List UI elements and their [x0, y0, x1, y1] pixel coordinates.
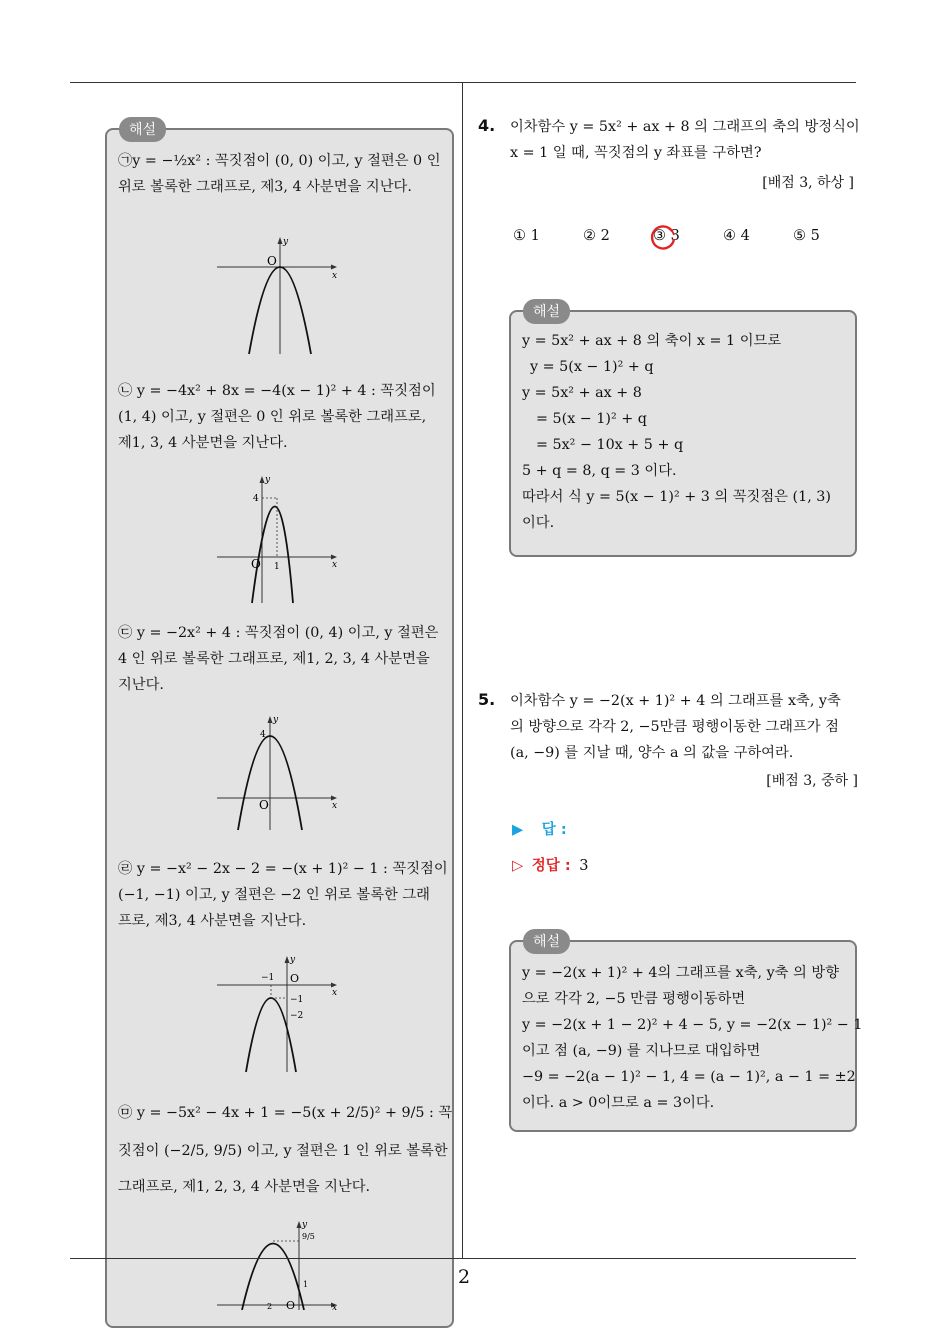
question-5-number: 5. — [478, 690, 496, 709]
y-axis-label: y — [273, 715, 279, 725]
text-line: 따라서 식 y = 5(x − 1)² + 3 의 꼭짓점은 (1, 3) — [522, 489, 831, 505]
question-5-score: [배점 3, 중하 ] — [766, 773, 858, 789]
text-line: 이차함수 y = −2(x + 1)² + 4 의 그래프를 x축, y축 — [510, 693, 841, 709]
tick-label-1: 1 — [274, 562, 280, 572]
text-line: 지난다. — [118, 677, 164, 693]
solution-tag: 해설 — [523, 929, 570, 954]
text-line: y = 5(x − 1)² + q — [530, 359, 654, 375]
solution-tag: 해설 — [523, 299, 570, 324]
x-axis-label: x — [332, 560, 338, 570]
solution-item-4-text — [118, 856, 448, 934]
tick-label-4: 4 — [260, 730, 266, 740]
text-line: y = −2(x + 1)² + 4의 그래프를 x축, y축 의 방향 — [522, 965, 840, 981]
tick-label-2: 2 — [267, 1302, 273, 1310]
text-line: y = 5x² + ax + 8 의 축이 x = 1 이므로 — [522, 333, 782, 349]
text-line: 이차함수 y = 5x² + ax + 8 의 그래프의 축의 방정식이 — [510, 119, 860, 135]
question-5-text — [510, 688, 841, 766]
y-axis-label: y — [265, 475, 271, 485]
x-axis-label: x — [332, 1303, 338, 1310]
question-4-text — [510, 114, 860, 166]
answer-label: 답 : — [541, 822, 567, 838]
text-line: (−1, −1) 이고, y 절편은 −2 인 위로 볼록한 그래 — [118, 887, 430, 903]
answer-input-row[interactable] — [512, 818, 567, 839]
text-line: 짓점이 (−2/5, 9/5) 이고, y 절편은 1 인 위로 볼록한 — [118, 1143, 448, 1159]
text-line: 그래프로, 제1, 2, 3, 4 사분면을 지난다. — [118, 1179, 371, 1195]
solution-item-5-text — [118, 1098, 452, 1200]
solution-item-2-text — [118, 378, 436, 456]
text-line: 의 방향으로 각각 2, −5만큼 평행이동한 그래프가 점 — [510, 719, 839, 735]
tick-label-neg1-y: −1 — [290, 995, 304, 1005]
question-4-score: [배점 3, 하상 ] — [762, 175, 854, 191]
text-line: 으로 각각 2, −5 만큼 평행이동하면 — [522, 991, 746, 1007]
page-number: 2 — [457, 1266, 471, 1288]
text-line: 이고 점 (a, −9) 를 지나므로 대입하면 — [522, 1043, 761, 1059]
x-axis-label: x — [332, 988, 338, 998]
column-divider — [462, 82, 463, 1258]
parabola-graph-2 — [215, 470, 345, 605]
text-line: 5 + q = 8, q = 3 이다. — [522, 463, 677, 479]
text-line: = 5(x − 1)² + q — [536, 411, 647, 427]
text-line: y = −2(x + 1 − 2)² + 4 − 5, y = −2(x − 1)² − 1 — [522, 1017, 863, 1033]
choice-1[interactable]: ① 1 — [513, 228, 540, 244]
text-line: ㉢ y = −2x² + 4 : 꼭짓점이 (0, 4) 이고, y 절편은 — [118, 625, 439, 641]
q5-solution-text — [522, 960, 862, 1116]
origin-label: O — [286, 1299, 296, 1310]
choice-3[interactable]: ③ 3 — [653, 228, 680, 244]
play-icon: ▶ — [512, 822, 524, 838]
text-line: 위로 볼록한 그래프로, 제3, 4 사분면을 지난다. — [118, 179, 412, 195]
text-line: (1, 4) 이고, y 절편은 0 인 위로 볼록한 그래프로, — [118, 409, 427, 425]
solution-item-1-text — [118, 148, 441, 200]
origin-label: O — [251, 557, 261, 571]
text-line: 프로, 제3, 4 사분면을 지난다. — [118, 913, 307, 929]
correct-label: 정답 : — [531, 858, 571, 874]
tick-label-4: 4 — [253, 494, 259, 504]
text-line: 이다. a > 0이므로 a = 3이다. — [522, 1095, 715, 1111]
text-line: (a, −9) 를 지날 때, 양수 a 의 값을 구하여라. — [510, 745, 794, 761]
question-4-number: 4. — [478, 116, 496, 135]
parabola-graph-1 — [215, 232, 345, 357]
y-axis-label: y — [283, 237, 289, 247]
tick-label-neg2-y: −2 — [290, 1011, 304, 1021]
parabola-graph-4 — [215, 950, 345, 1075]
choice-5[interactable]: ⑤ 5 — [793, 228, 820, 244]
text-line: 4 인 위로 볼록한 그래프로, 제1, 2, 3, 4 사분면을 — [118, 651, 430, 667]
tick-label-9-5: 9/5 — [302, 1232, 315, 1241]
x-axis-label: x — [332, 801, 338, 811]
text-line: x = 1 일 때, 꼭짓점의 y 좌표를 구하면? — [510, 145, 762, 161]
origin-label: O — [259, 798, 269, 812]
text-line: = 5x² − 10x + 5 + q — [536, 437, 684, 453]
text-line: ㉠y = −½x² : 꼭짓점이 (0, 0) 이고, y 절편은 0 인 — [118, 153, 441, 169]
solution-tag: 해설 — [119, 117, 166, 142]
answer-mark-icon — [648, 222, 678, 256]
text-line: y = 5x² + ax + 8 — [522, 385, 642, 401]
parabola-graph-3 — [215, 710, 345, 832]
choice-4[interactable]: ④ 4 — [723, 228, 750, 244]
y-axis-label: y — [302, 1220, 308, 1230]
text-line: ㉡ y = −4x² + 8x = −4(x − 1)² + 4 : 꼭짓점이 — [118, 383, 436, 399]
text-line: ㉤ y = −5x² − 4x + 1 = −5(x + 2/5)² + 9/5 : 꼭 — [118, 1105, 453, 1121]
outline-play-icon: ▷ — [512, 858, 524, 874]
text-line: 이다. — [522, 515, 555, 531]
header-rule — [70, 82, 856, 83]
text-line: ㉣ y = −x² − 2x − 2 = −(x + 1)² − 1 : 꼭짓점이 — [118, 861, 448, 877]
parabola-graph-5 — [215, 1215, 345, 1310]
choice-2[interactable]: ② 2 — [583, 228, 610, 244]
solution-item-3-text — [118, 620, 438, 698]
origin-label: O — [290, 972, 300, 985]
q4-solution-text — [522, 328, 831, 536]
correct-answer-row — [512, 854, 588, 875]
footer-rule — [70, 1258, 856, 1259]
y-axis-label: y — [290, 955, 296, 965]
correct-value: 3 — [579, 858, 589, 874]
origin-label: O — [267, 254, 277, 268]
text-line: −9 = −2(a − 1)² − 1, 4 = (a − 1)², a − 1 = ±2 — [522, 1069, 856, 1085]
x-axis-label: x — [332, 271, 338, 281]
tick-label-neg1-x: −1 — [261, 973, 275, 983]
text-line: 제1, 3, 4 사분면을 지난다. — [118, 435, 288, 451]
tick-label-1: 1 — [303, 1280, 309, 1289]
